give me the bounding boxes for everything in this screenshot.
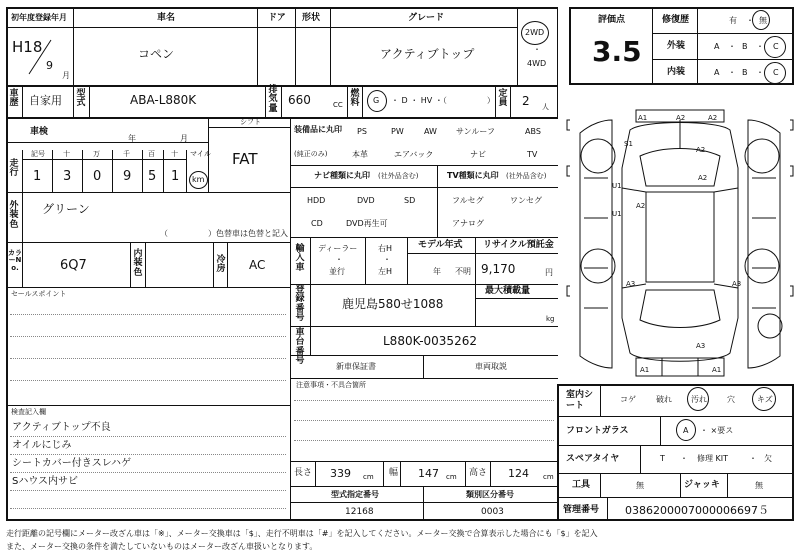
tv-fullseg: フルセグ — [452, 196, 484, 205]
mark-a2-roof: A2 — [698, 174, 708, 182]
digit-header-4: 十 — [171, 150, 178, 158]
inspector-line-0: アクティブトップ不良 — [12, 422, 111, 433]
mile-label: マイル — [190, 150, 211, 158]
mark-a2-hood: A2 — [696, 146, 706, 154]
equip-sunroof: サンルーフ — [456, 127, 495, 136]
capacity-unit: 人 — [542, 103, 549, 111]
repair-yes: 有 — [729, 16, 737, 25]
model-label: 型式 — [76, 89, 86, 109]
km-unit: km — [192, 175, 205, 184]
digit-header-0: 十 — [63, 150, 70, 158]
model-year-unknown: 不明 — [455, 267, 471, 276]
drive-2wd: 2WD — [525, 28, 545, 37]
registration-value: 鹿児島580せ1088 — [342, 297, 444, 311]
month-unit: 月 — [62, 71, 70, 80]
nav-cd: CD — [311, 219, 323, 228]
import-rh: 右H — [378, 244, 393, 253]
tv-analog: アナログ — [452, 219, 484, 228]
interior-label: 内装 — [667, 67, 686, 77]
import-lh: 左H — [378, 267, 393, 276]
mileage-digit-5: 1 — [171, 169, 180, 184]
equip-aw: AW — [424, 127, 437, 136]
chassis-value: L880K-0035262 — [383, 334, 477, 348]
mileage-digit-0: 1 — [33, 169, 42, 184]
max-load-label: 最大積載量 — [485, 286, 531, 296]
capacity-label: 定員 — [498, 89, 508, 109]
inspector-line-1: オイルにじみ — [12, 440, 72, 451]
color-code-label: カラーNo. — [8, 249, 22, 272]
inspector-label: 検査記入欄 — [11, 408, 46, 416]
mark-a2-front: A2 — [676, 114, 686, 122]
tv-oneseg: ワンセグ — [510, 196, 542, 205]
sales-point-label: セールスポイント — [11, 290, 67, 298]
spare-dot2: ・ — [749, 454, 757, 463]
jack-label: ジャッキ — [684, 480, 720, 490]
mark-s1: S1 — [624, 140, 633, 148]
exterior-a: A — [714, 42, 720, 51]
recycle-yen: 円 — [545, 268, 553, 277]
windshield-label: フロントガラス — [566, 426, 629, 436]
seat-dirt-circle — [687, 387, 709, 411]
tv-type-title: TV種類に丸印 — [447, 171, 499, 180]
seat-label: 室内シート — [566, 390, 594, 411]
interior-sep1: ・ — [728, 68, 736, 77]
score-value: 3.5 — [592, 35, 642, 68]
exterior-c: C — [773, 42, 779, 51]
import-parallel: 並行 — [329, 267, 345, 276]
mark-a3-rear: A3 — [696, 342, 706, 350]
tools-label: 工具 — [572, 480, 591, 490]
mark-u1-left: U1 — [612, 182, 622, 190]
displacement-label: 排気量 — [268, 85, 278, 114]
length-unit: cm — [363, 473, 374, 481]
nav-hdd: HDD — [307, 196, 326, 205]
exterior-c-circle — [764, 36, 786, 58]
recycle-value: 9,170 — [481, 262, 516, 276]
nav-type-title: ナビ種類に丸印 — [314, 171, 370, 180]
digit-header-1: 万 — [93, 150, 100, 158]
drive-4wd: 4WD — [527, 59, 547, 68]
shift-label: シフト — [240, 118, 261, 126]
windshield-options: ・ ×要ス — [700, 426, 734, 435]
length-label: 長さ — [294, 468, 313, 478]
mark-a1-rear-right: A1 — [712, 366, 722, 374]
import-dot: ・ — [335, 255, 343, 264]
equip-abs: ABS — [525, 127, 541, 136]
equipment-label: 装備品に丸印 — [294, 125, 342, 134]
width-unit: cm — [446, 473, 457, 481]
displacement-value: 660 — [288, 93, 311, 107]
ac-label: 冷房 — [216, 255, 226, 275]
spare-t: T — [660, 454, 665, 463]
interior-sep2: ・ — [756, 68, 764, 77]
seat-burn: コゲ — [620, 395, 636, 404]
car-damage-diagram — [562, 108, 798, 384]
shift-value: FAT — [232, 150, 258, 168]
shaken-year-unit: 年 — [128, 134, 136, 143]
registration-label: 登録番号 — [295, 285, 305, 324]
fuel-g: G — [373, 96, 380, 105]
jack-value: 無 — [755, 481, 763, 490]
interior-c: C — [773, 68, 779, 77]
interior-color-label: 内装色 — [133, 249, 143, 278]
height-unit: cm — [543, 473, 554, 481]
class-number-label: 類別区分番号 — [466, 490, 514, 499]
mark-a3-rear-right: A3 — [732, 280, 742, 288]
import-dot2: ・ — [383, 255, 391, 264]
mileage-label: 走行 — [9, 159, 19, 179]
windshield-a-circle — [676, 419, 696, 441]
digit-header-2: 千 — [123, 150, 130, 158]
management-number-label: 管理番号 — [563, 505, 600, 515]
interior-b: B — [742, 68, 748, 77]
repair-no: 無 — [759, 16, 767, 25]
equip-navi: ナビ — [470, 150, 486, 159]
equipment-sub: (純正のみ) — [294, 150, 328, 158]
notes-label: 注意事項・不具合箇所 — [296, 381, 366, 389]
seat-hole: 穴 — [727, 395, 735, 404]
nav-type-sub: (社外品含む) — [378, 172, 419, 180]
door-label: ドア — [268, 13, 286, 23]
chassis-label: 車台番号 — [295, 328, 305, 367]
cc-unit: CC — [333, 101, 343, 109]
score-label: 評価点 — [598, 15, 626, 25]
mileage-digit-4: 5 — [148, 169, 157, 184]
spare-tire-label: スペアタイヤ — [566, 454, 620, 464]
seat-scratch: キズ — [757, 395, 773, 404]
width-value: 147 — [418, 467, 439, 480]
equip-leather: 本革 — [352, 150, 368, 159]
exterior-b: B — [742, 42, 748, 51]
drive-dot: ・ — [533, 45, 541, 54]
equip-airbag: エアバック — [394, 150, 434, 159]
equip-pw: PW — [391, 127, 404, 136]
height-value: 124 — [508, 467, 529, 480]
exterior-color-value: グリーン — [42, 202, 90, 216]
model-year-label: モデル年式 — [418, 240, 463, 250]
tools-value: 無 — [636, 481, 644, 490]
color-code-value: 6Q7 — [60, 258, 87, 273]
shaken-label: 車検 — [30, 127, 49, 137]
seat-dirt: 汚れ — [691, 395, 707, 404]
digit-header-3: 百 — [148, 150, 155, 158]
model-year-unit: 年 — [433, 267, 441, 276]
class-number-value: 0003 — [481, 507, 504, 517]
tv-type-sub: (社外品含む) — [506, 172, 547, 180]
mark-a3-rear-left: A3 — [626, 280, 636, 288]
type-number-value: 12168 — [345, 507, 374, 517]
capacity-value: 2 — [522, 94, 530, 108]
ac-value: AC — [249, 258, 266, 272]
mileage-digit-3: 9 — [123, 169, 132, 184]
shaken-month-unit: 月 — [180, 134, 188, 143]
exterior-label: 外装 — [667, 41, 686, 51]
mark-u1-left2: U1 — [612, 210, 622, 218]
equip-ps: PS — [357, 127, 367, 136]
nav-dvd-playback: DVD再生可 — [346, 219, 388, 228]
recycle-label: リサイクル預託金 — [483, 240, 554, 250]
footer-note-2: また、メーター交換の条件を満たしていないものはメーター改ざん車扱いとなります。 — [6, 542, 318, 551]
management-number-value: 0386200007000006697５ — [625, 504, 769, 517]
model-value: ABA-L880K — [130, 93, 197, 107]
mileage-digit-2: 0 — [93, 169, 102, 184]
spare-missing: 欠 — [764, 454, 772, 463]
mileage-mark-label: 記号 — [31, 150, 45, 158]
mark-a2-left: A2 — [636, 202, 646, 210]
vehicle-manual: 車両取説 — [475, 362, 507, 371]
mark-a1-rear-left: A1 — [640, 366, 650, 374]
windshield-a: A — [683, 426, 689, 435]
mark-a1-front: A1 — [638, 114, 648, 122]
first-registration-month: 9 — [46, 59, 53, 72]
exterior-sep1: ・ — [728, 42, 736, 51]
grade-label: グレード — [408, 13, 445, 23]
length-value: 339 — [330, 467, 351, 480]
first-registration-label: 初年度登録年月 — [11, 13, 67, 22]
repair-sep: ・ — [746, 16, 754, 25]
seat-scratch-circle — [752, 387, 776, 411]
nav-dvd: DVD — [357, 196, 375, 205]
mileage-digit-1: 3 — [63, 169, 72, 184]
import-dealer: ディーラー — [318, 244, 358, 253]
car-name-label: 車名 — [157, 13, 176, 23]
fuel-label: 燃料 — [350, 89, 360, 109]
nav-sd: SD — [404, 196, 416, 205]
repair-no-circle — [752, 10, 770, 30]
width-label: 幅 — [389, 468, 399, 478]
interior-a: A — [714, 68, 720, 77]
fuel-options: ・ D ・ HV ・（ ） — [391, 96, 495, 105]
spare-repair-kit: 修理 KIT — [697, 454, 729, 463]
first-registration-era: H18 — [12, 38, 43, 56]
seat-tear: 破れ — [656, 395, 672, 404]
inspector-line-2: シートカバー付きスレハゲ — [12, 458, 131, 469]
exterior-color-label: 外装色 — [9, 201, 19, 230]
inspector-line-3: Sハウス内サビ — [12, 476, 79, 487]
height-label: 高さ — [469, 468, 488, 478]
new-car-warranty: 新車保証書 — [336, 362, 376, 371]
footer-note-1: 走行距離の記号欄にメーター改ざん車は「※」、メーター交換車は「$」、走行不明車は「#」を記入してください。メーター交換で合算表示した場合にも「$」を記入 — [6, 529, 598, 538]
import-label: 輸入車 — [295, 244, 305, 273]
spare-dot: ・ — [680, 454, 688, 463]
mark-a2-front-right: A2 — [708, 114, 718, 122]
grade-value: アクティブトップ — [380, 47, 475, 61]
usage-label: 車歴 — [9, 89, 19, 109]
type-number-label: 型式指定番号 — [331, 490, 379, 499]
color-change-note: （ ）色替車は色替と記入 — [160, 229, 288, 238]
max-load-unit: kg — [546, 315, 555, 323]
car-name: コペン — [138, 47, 175, 61]
usage-value: 自家用 — [29, 94, 62, 107]
interior-c-circle — [764, 62, 786, 84]
shape-label: 形状 — [302, 13, 321, 23]
repair-history-label: 修復歴 — [662, 15, 690, 25]
exterior-sep2: ・ — [756, 42, 764, 51]
equip-tv: TV — [527, 150, 538, 159]
